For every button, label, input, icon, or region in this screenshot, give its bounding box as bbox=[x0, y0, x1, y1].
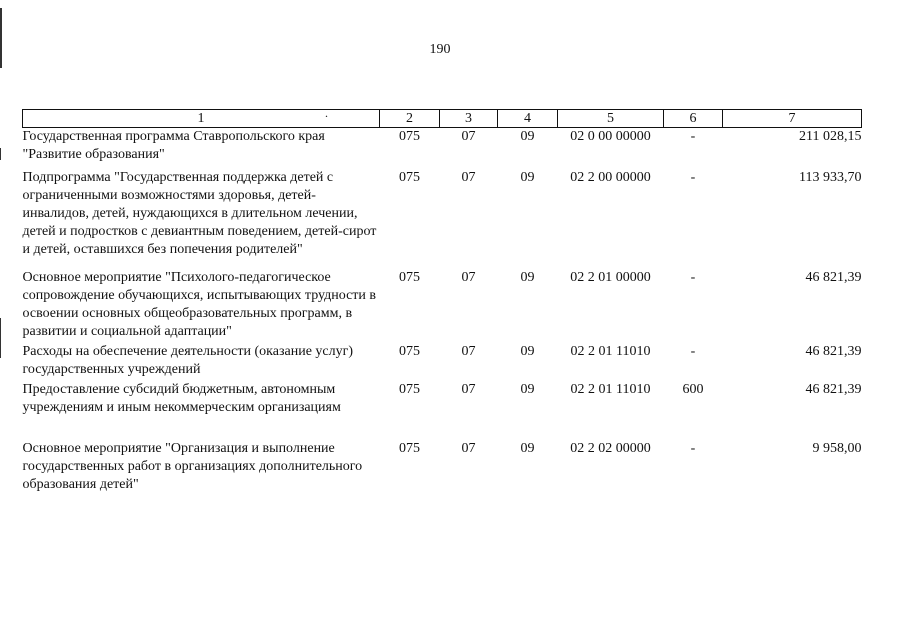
table-row bbox=[23, 128, 862, 170]
column-header: 4 bbox=[498, 110, 558, 128]
column-header: 1 · bbox=[23, 110, 380, 128]
expense-name: Предоставление субсидий бюджетным, автономным учреждениям и иным некоммерческим организациям bbox=[22, 382, 341, 415]
amount-value: 113 933,70 bbox=[799, 170, 862, 185]
ministry-code: 075 bbox=[399, 129, 420, 144]
table-row bbox=[23, 440, 862, 494]
header-mark: · bbox=[324, 108, 329, 123]
scan-edge-mark bbox=[0, 318, 1, 358]
section-code: 07 bbox=[461, 129, 476, 144]
expense-type-code: - bbox=[690, 129, 696, 144]
expense-name: Подпрограмма "Государственная поддержка детей с ограниченными возможностями здоровья, детей-инвалидов, детей, нуждающихся в длительном лечении, детей и подростков с девиантным поведением, детей-сирот и детей, оставшихся без попечения родителей" bbox=[22, 170, 377, 257]
column-header: 5 bbox=[558, 110, 664, 128]
table-row bbox=[23, 169, 862, 269]
table-row bbox=[23, 269, 862, 343]
column-header: 6 bbox=[664, 110, 723, 128]
ministry-code: 075 bbox=[399, 344, 420, 359]
amount-value: 211 028,15 bbox=[799, 129, 862, 144]
ministry-code: 075 bbox=[399, 270, 420, 285]
budget-table bbox=[22, 109, 862, 494]
expense-type-code: - bbox=[690, 344, 696, 359]
ministry-code: 075 bbox=[399, 382, 420, 397]
column-header: 7 bbox=[723, 110, 862, 128]
expense-type-code: - bbox=[690, 270, 696, 285]
section-code: 07 bbox=[461, 344, 476, 359]
target-article-code: 02 0 00 00000 bbox=[570, 129, 651, 144]
column-header: 2 bbox=[380, 110, 440, 128]
target-article-code: 02 2 00 00000 bbox=[570, 170, 651, 185]
scan-edge-mark bbox=[0, 8, 2, 68]
section-code: 07 bbox=[461, 270, 476, 285]
expense-type-code: 600 bbox=[682, 382, 704, 397]
target-article-code: 02 2 01 00000 bbox=[570, 270, 651, 285]
table-header-row bbox=[23, 110, 862, 128]
section-code: 07 bbox=[461, 382, 476, 397]
expense-name: Государственная программа Ставропольского края "Развитие образования" bbox=[22, 129, 325, 162]
amount-value: 46 821,39 bbox=[805, 270, 862, 285]
expense-type-code: - bbox=[690, 441, 696, 456]
ministry-code: 075 bbox=[399, 170, 420, 185]
table-row bbox=[23, 381, 862, 440]
amount-value: 46 821,39 bbox=[805, 382, 862, 397]
subsection-code: 09 bbox=[520, 441, 535, 456]
section-code: 07 bbox=[461, 170, 476, 185]
target-article-code: 02 2 01 11010 bbox=[570, 382, 651, 397]
subsection-code: 09 bbox=[520, 170, 535, 185]
subsection-code: 09 bbox=[520, 270, 535, 285]
page-number: 190 bbox=[429, 42, 451, 57]
expense-type-code: - bbox=[690, 170, 696, 185]
column-header: 3 bbox=[440, 110, 498, 128]
expense-name: Расходы на обеспечение деятельности (оказание услуг) государственных учреждений bbox=[22, 344, 354, 377]
subsection-code: 09 bbox=[520, 344, 535, 359]
section-code: 07 bbox=[461, 441, 476, 456]
ministry-code: 075 bbox=[399, 441, 420, 456]
subsection-code: 09 bbox=[520, 129, 535, 144]
target-article-code: 02 2 01 11010 bbox=[570, 344, 651, 359]
subsection-code: 09 bbox=[520, 382, 535, 397]
target-article-code: 02 2 02 00000 bbox=[570, 441, 651, 456]
amount-value: 46 821,39 bbox=[805, 344, 862, 359]
amount-value: 9 958,00 bbox=[812, 441, 862, 456]
expense-name: Основное мероприятие "Психолого-педагогическое сопровождение обучающихся, испытывающих трудности в освоении основных общеобразовательных программ, в развитии и социальной адаптации" bbox=[22, 270, 377, 339]
table-row bbox=[23, 343, 862, 381]
expense-name: Основное мероприятие "Организация и выполнение государственных работ в организациях дополнительного образования детей" bbox=[22, 441, 363, 492]
scan-edge-mark bbox=[0, 148, 1, 160]
